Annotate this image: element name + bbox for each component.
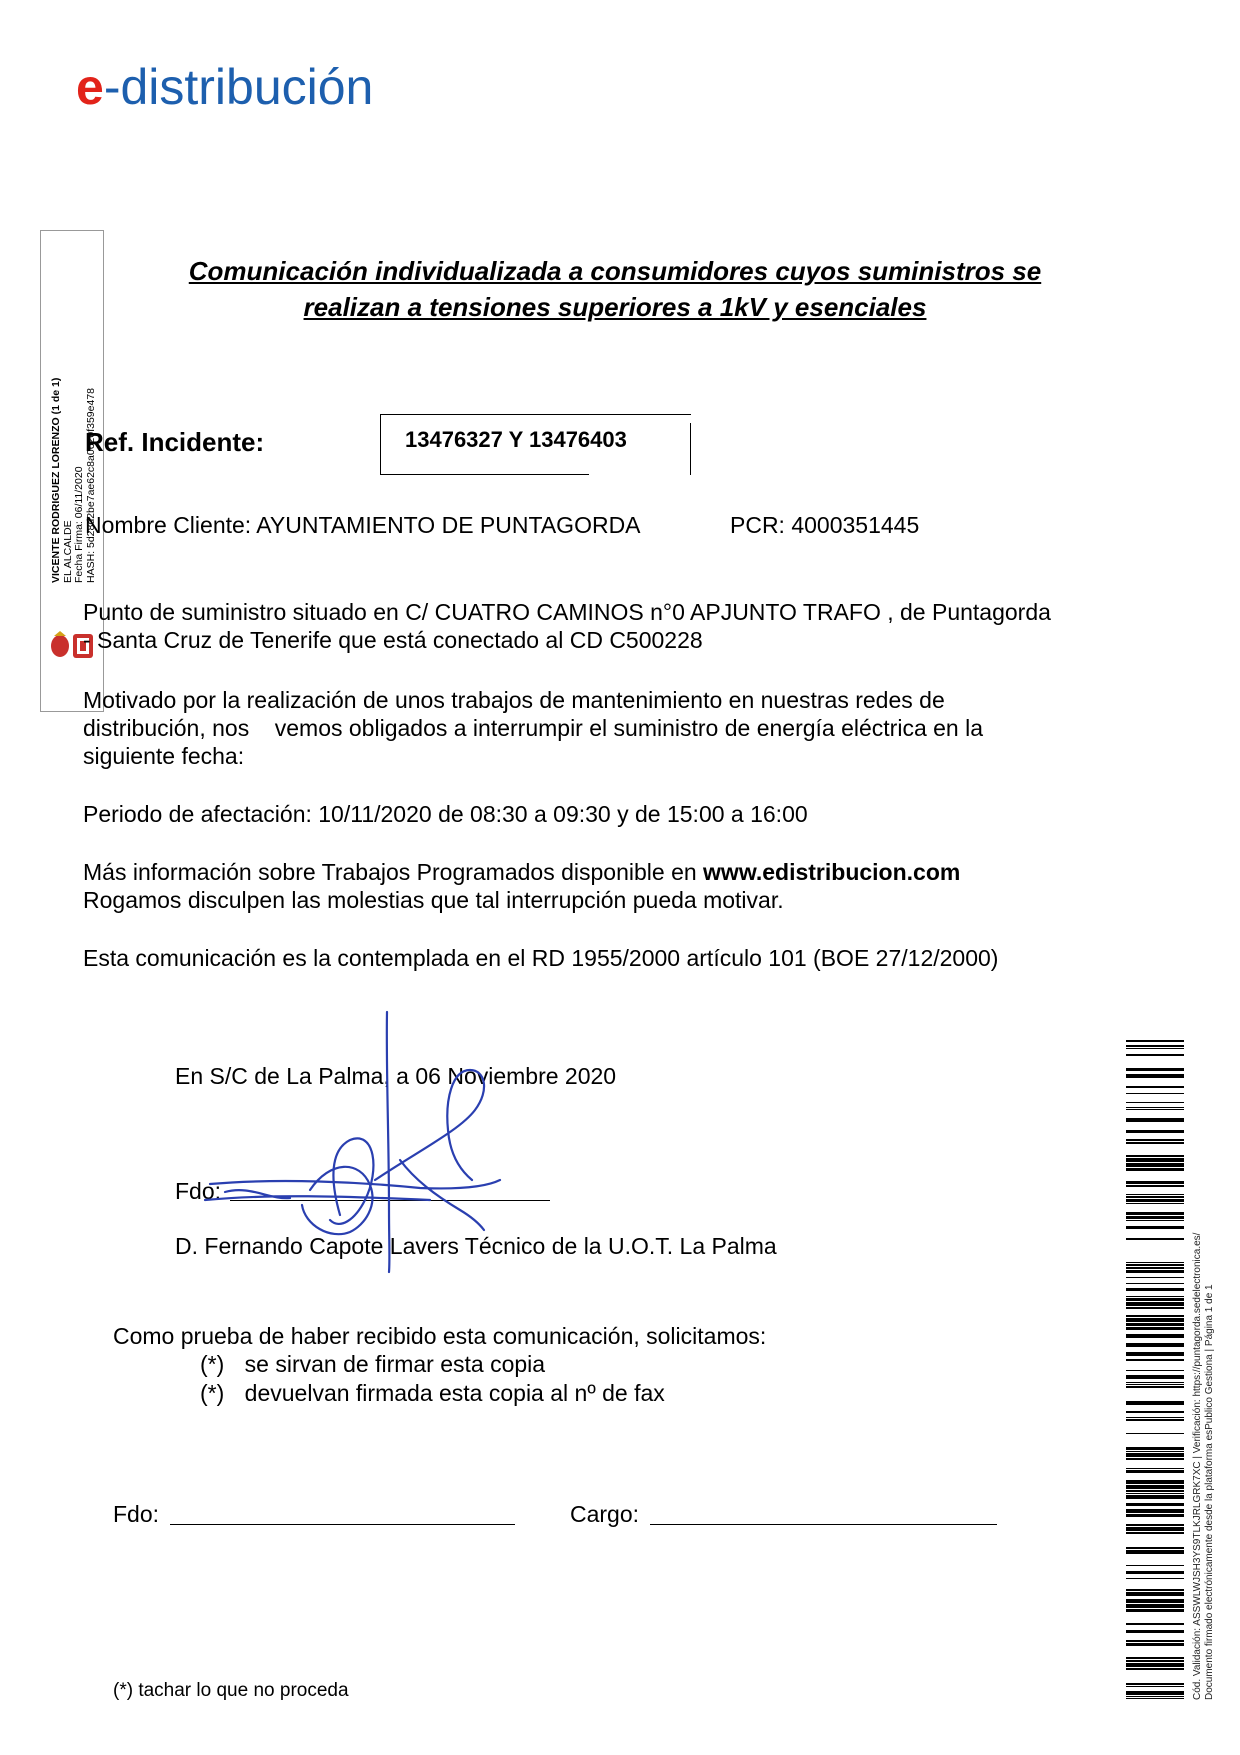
logo-e: e: [76, 59, 104, 115]
receipt-option-1-mark: (*): [200, 1351, 225, 1377]
supply-point: [83, 598, 1123, 654]
receipt-option-2-mark: (*): [200, 1380, 225, 1406]
reason-line-1: Motivado por la realización de unos trabajos de mantenimiento en nuestras redes de: [83, 687, 945, 713]
barcode-icon: [1126, 1040, 1184, 1700]
ref-incidente-label: Ref. Incidente:: [85, 427, 265, 457]
receipt-option-2: [200, 1379, 665, 1407]
reason-line-2: distribución, nos vemos obligados a interrumpir el suministro de energía eléctrica en la: [83, 715, 983, 741]
stamp-role: EL ALCALDE: [61, 520, 74, 583]
client-position-label: Cargo:: [570, 1501, 640, 1527]
more-info-prefix: Más información sobre Trabajos Programados disponible en: [83, 859, 704, 885]
document-title: [120, 253, 1110, 325]
title-line-2: realizan a tensiones superiores a 1kV y esenciales: [303, 292, 927, 322]
receipt-option-1: [200, 1350, 545, 1378]
client-signed-label: Fdo:: [113, 1501, 160, 1527]
apology-text: Rogamos disculpen las molestias que tal interrupción pueda motivar.: [83, 887, 784, 913]
edistribucion-logo: [76, 59, 374, 115]
edistribucion-link[interactable]: www.edistribucion.com: [703, 859, 961, 885]
receipt-option-2-text: devuelvan firmada esta copia al nº de fax: [244, 1380, 665, 1406]
client-signature-line[interactable]: [170, 1524, 515, 1525]
stamp-hash: HASH: 5d28d2be7ae62c8a0620f359e478: [84, 387, 97, 583]
signature-stamp-text: [51, 378, 97, 583]
place-date: En S/C de La Palma, a 06 Noviembre 2020: [175, 1063, 617, 1089]
receipt-intro: Como prueba de haber recibido esta comunicación, solicitamos:: [113, 1323, 767, 1349]
title-line-1: Comunicación individualizada a consumidores cuyos suministros se: [188, 256, 1042, 286]
reason-paragraph: [83, 686, 1123, 770]
stamp-date: Fecha Firma: 06/11/2020: [73, 466, 85, 583]
verification-text: [1192, 1233, 1216, 1700]
signed-label: Fdo:: [175, 1178, 222, 1204]
ref-incidente-value: 13476327 Y 13476403: [405, 427, 627, 452]
legal-reference: Esta comunicación es la contemplada en el RD 1955/2000 artículo 101 (BOE 27/12/2000): [83, 945, 999, 971]
logo-name: -distribución: [103, 59, 374, 115]
more-info: [83, 858, 1123, 914]
reason-line-3: siguiente fecha:: [83, 743, 245, 769]
client-pcr: PCR: 4000351445: [730, 512, 920, 538]
verification-line-2: Documento firmado electrónicamente desde la plataforma esPublico Gestiona | Página 1 de 1: [1204, 1284, 1215, 1700]
supply-line-2: - Santa Cruz de Tenerife que está conectado al CD C500228: [83, 627, 703, 653]
supply-line-1: Punto de suministro situado en C/ CUATRO CAMINOS n°0 APJUNTO TRAFO , de Puntagorda: [83, 599, 1051, 625]
client-name: Nombre Cliente: AYUNTAMIENTO DE PUNTAGORDA: [85, 512, 641, 538]
receipt-option-1-text: se sirvan de firmar esta copia: [244, 1351, 546, 1377]
client-position-line[interactable]: [650, 1524, 997, 1525]
verification-line-1: Cód. Validación: ASSWLWJSH3YS9TLKJRLGRK7XC | Verificación: https://puntagorda.sedelectronica.es/: [1192, 1232, 1203, 1700]
signer-name: D. Fernando Capote Lavers Técnico de la U.O.T. La Palma: [175, 1233, 777, 1259]
stamp-signer: VICENTE RODRIGUEZ LORENZO (1 de 1): [50, 377, 62, 583]
outage-period: Periodo de afectación: 10/11/2020 de 08:30 a 09:30 y de 15:00 a 16:00: [83, 801, 808, 827]
footnote: (*) tachar lo que no proceda: [113, 1680, 349, 1701]
